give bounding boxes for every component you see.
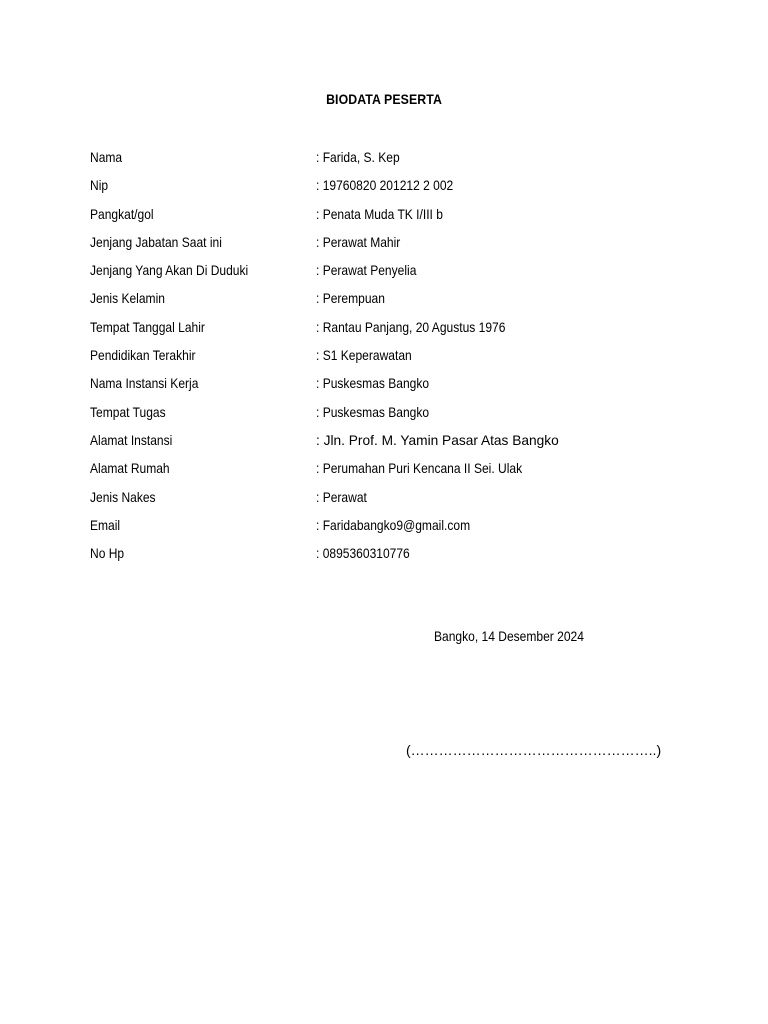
field-value: : Perawat Penyelia [316, 262, 417, 279]
field-label: Jenjang Jabatan Saat ini [90, 233, 222, 250]
field-row-email [90, 515, 690, 543]
field-row-tempat-tanggal-lahir [90, 317, 690, 345]
field-value: : Rantau Panjang, 20 Agustus 1976 [316, 318, 506, 335]
field-value: : 19760820 201212 2 002 [316, 177, 454, 194]
field-label: Alamat Rumah [90, 460, 170, 477]
field-row-pangkat [90, 204, 690, 232]
field-value: : Jln. Prof. M. Yamin Pasar Atas Bangko [316, 431, 559, 448]
field-label: Nama Instansi Kerja [90, 375, 199, 392]
field-value: : Perempuan [316, 290, 385, 307]
field-row-no-hp [90, 543, 690, 571]
field-value: : Faridabangko9@gmail.com [316, 516, 471, 533]
field-label: Nama [90, 149, 123, 165]
field-row-alamat-instansi [90, 430, 690, 458]
field-row-jenis-nakes [90, 487, 690, 515]
field-value: : Puskesmas Bangko [316, 375, 430, 392]
field-value: : 0895360310776 [316, 545, 410, 562]
field-row-nama [90, 147, 690, 175]
place-date: Bangko, 14 Desember 2024 [434, 628, 584, 644]
field-value: : Puskesmas Bangko [316, 403, 430, 420]
field-row-pendidikan [90, 345, 690, 373]
field-label: Jenis Kelamin [90, 290, 165, 307]
field-label: No Hp [90, 545, 125, 562]
field-label: Nip [90, 177, 109, 194]
field-value: : Perawat Mahir [316, 233, 401, 250]
field-row-tempat-tugas [90, 402, 690, 430]
field-label: Tempat Tanggal Lahir [90, 318, 205, 335]
field-row-jenis-kelamin [90, 288, 690, 316]
field-row-alamat-rumah [90, 458, 690, 486]
field-label: Pendidikan Terakhir [90, 347, 196, 364]
field-label: Email [90, 516, 121, 533]
field-label: Jenis Nakes [90, 488, 156, 505]
document-title: BIODATA PESERTA [326, 91, 442, 107]
biodata-fields [90, 147, 690, 571]
field-value: : Penata Muda TK I/III b [316, 205, 443, 222]
field-label: Pangkat/gol [90, 205, 154, 222]
field-row-nip [90, 175, 690, 203]
field-row-jenjang-akan [90, 260, 690, 288]
field-label: Tempat Tugas [90, 403, 166, 420]
field-label: Jenjang Yang Akan Di Duduki [90, 262, 249, 279]
field-value: : Perawat [316, 488, 367, 505]
field-row-nama-instansi [90, 373, 690, 401]
signature-line: (……………………………………………..) [406, 742, 662, 758]
field-row-jenjang-jabatan [90, 232, 690, 260]
field-value: : Perumahan Puri Kencana II Sei. Ulak [316, 460, 523, 477]
field-value: : Farida, S. Kep [316, 149, 400, 165]
field-label: Alamat Instansi [90, 431, 173, 448]
field-value: : S1 Keperawatan [316, 347, 412, 364]
